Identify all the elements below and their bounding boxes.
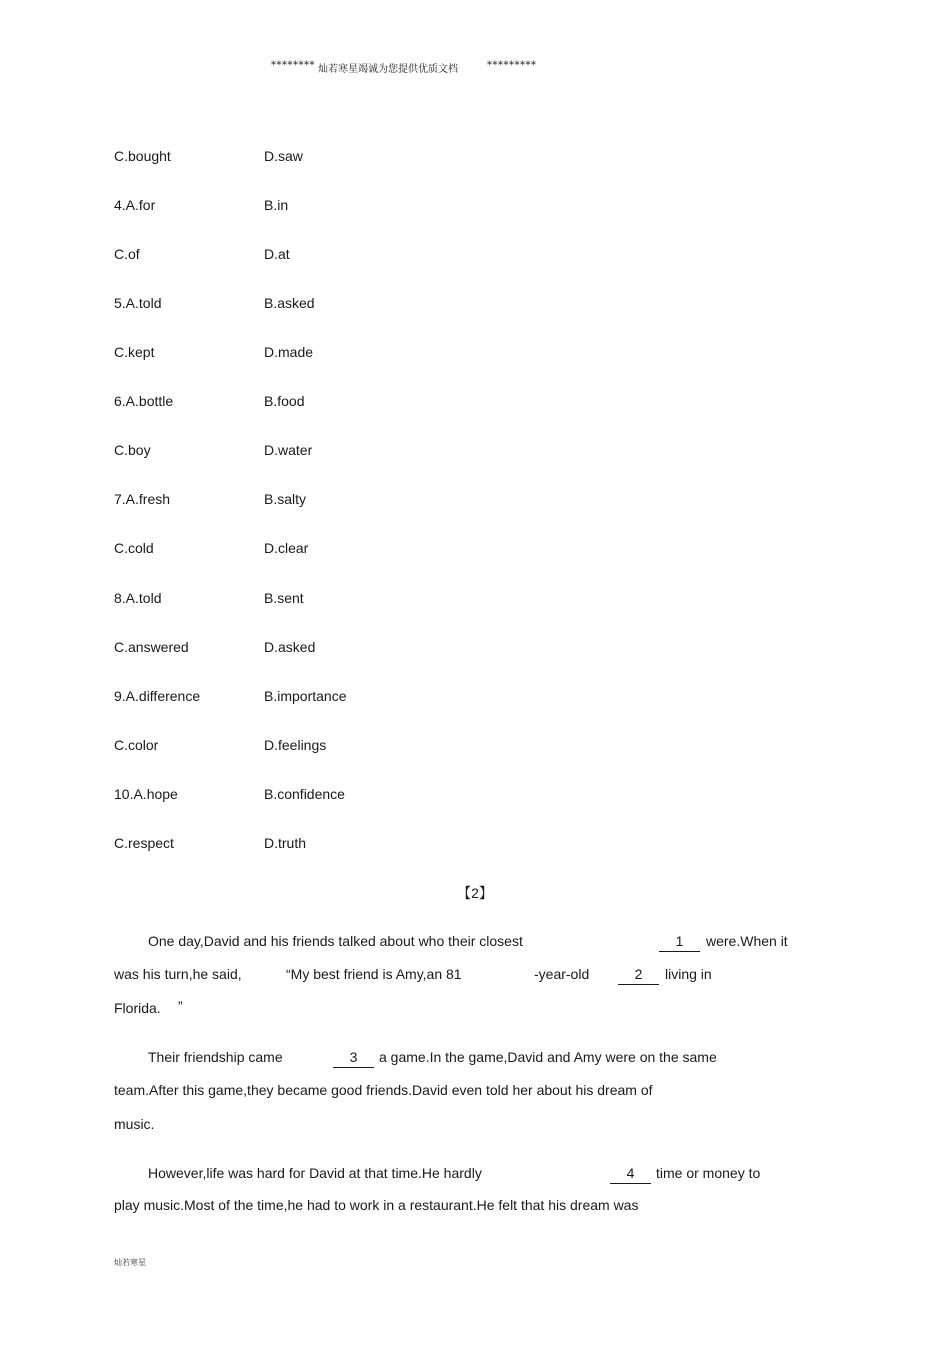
option-a: C.answered (114, 639, 189, 655)
passage-text: time or money to (656, 1165, 761, 1181)
option-b: D.saw (264, 148, 303, 164)
option-b: B.in (264, 197, 289, 213)
blank-4: 4 (610, 1163, 651, 1184)
blank-2: 2 (618, 964, 659, 985)
page-header (0, 60, 950, 76)
option-a: C.respect (114, 835, 174, 851)
page-footer: 灿若寒星 (114, 1258, 146, 1267)
passage-text: music. (114, 1116, 155, 1132)
option-b: D.truth (264, 835, 307, 851)
header-stars-right: ********* (487, 60, 537, 71)
option-b: B.asked (264, 295, 315, 311)
option-b: D.made (264, 344, 314, 360)
passage-text: “My best friend is Amy,an 81 (286, 966, 462, 982)
option-a: C.cold (114, 540, 154, 556)
option-a: 10.A.hope (114, 786, 178, 802)
passage-text: Their friendship came (148, 1049, 283, 1065)
option-b: D.feelings (264, 737, 327, 753)
option-a: 8.A.told (114, 590, 162, 606)
blank-3: 3 (333, 1047, 374, 1068)
passage-text: However,life was hard for David at that time.He hardly (148, 1165, 482, 1181)
passage-text: a game.In the game,David and Amy were on the same (379, 1049, 717, 1065)
section-heading: 【2】 (457, 885, 493, 901)
passage-text: living in (665, 966, 712, 982)
option-b: D.asked (264, 639, 316, 655)
option-a: C.color (114, 737, 159, 753)
option-a: C.of (114, 246, 140, 262)
passage-text: Florida. (114, 1000, 161, 1016)
option-b: B.importance (264, 688, 347, 704)
option-a: 7.A.fresh (114, 491, 171, 507)
passage-text: play music.Most of the time,he had to work in a restaurant.He felt that his dream was (114, 1197, 639, 1213)
option-a: 5.A.told (114, 295, 162, 311)
option-b: D.water (264, 442, 313, 458)
passage-text: -year-old (534, 966, 590, 982)
blank-1: 1 (659, 931, 700, 952)
passage-text: team.After this game,they became good friends.David even told her about his dream of (114, 1082, 653, 1098)
option-a: C.bought (114, 148, 171, 164)
option-a: 4.A.for (114, 197, 156, 213)
option-b: D.clear (264, 540, 309, 556)
option-b: D.at (264, 246, 290, 262)
option-a: 9.A.difference (114, 688, 201, 704)
passage-text: were.When it (706, 933, 788, 949)
option-a: 6.A.bottle (114, 393, 174, 409)
header-title: 灿若寒星竭诚为您提供优质文档 (318, 64, 458, 75)
option-a: C.kept (114, 344, 155, 360)
header-stars-left: ******** (271, 60, 315, 71)
passage-text: One day,David and his friends talked about who their closest (148, 933, 523, 949)
option-b: B.confidence (264, 786, 345, 802)
option-b: B.salty (264, 491, 307, 507)
passage-text: ” (178, 998, 183, 1014)
option-b: B.sent (264, 590, 304, 606)
option-b: B.food (264, 393, 305, 409)
option-a: C.boy (114, 442, 151, 458)
passage-text: was his turn,he said, (114, 966, 242, 982)
